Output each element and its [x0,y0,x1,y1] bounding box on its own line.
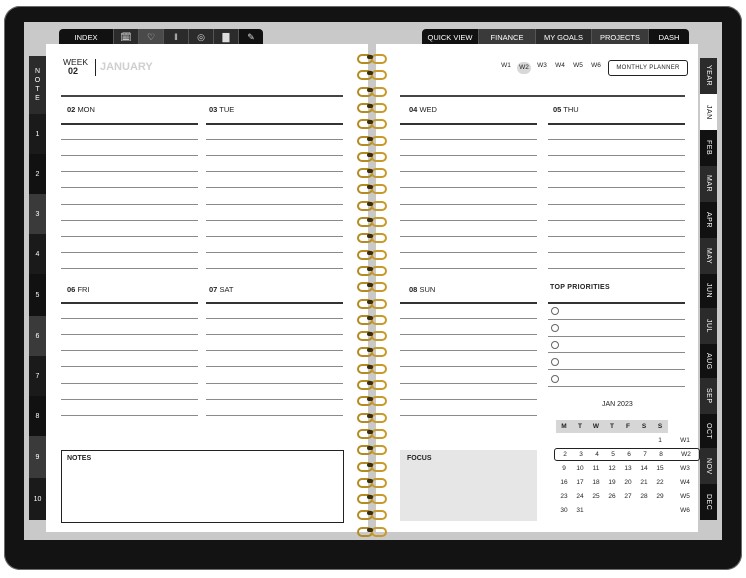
tab-number: 7 [35,372,40,380]
tab-mar[interactable] [700,166,717,202]
mini-calendar-title: JAN 2023 [602,401,633,408]
calendar-day[interactable]: 2 [563,451,567,458]
priority-line [548,386,685,387]
spiral-ring [357,86,387,94]
week-links [497,62,605,74]
spiral-ring [357,493,387,501]
spiral-ring [357,379,387,387]
calendar-day[interactable]: 6 [627,451,631,458]
wed-line [400,236,537,237]
calendar-day[interactable]: 18 [592,479,600,486]
spiral-ring [357,69,387,77]
wed-line [400,252,537,253]
calendar-day[interactable]: 15 [656,465,664,472]
tab-projects[interactable]: PROJECTS [591,29,648,45]
thu-line [548,268,685,269]
spiral-ring [357,298,387,306]
calendar-day[interactable]: 23 [560,493,568,500]
mon-line [61,220,198,221]
tab-my-goals[interactable]: MY GOALS [535,29,591,45]
sat-line [206,318,343,319]
calendar-day[interactable]: 5 [611,451,615,458]
tue-line [206,155,343,156]
wed-line [400,123,537,125]
tab-number: 1 [35,130,40,138]
wed-line [400,268,537,269]
priority-line [548,369,685,370]
calendar-day[interactable]: 3 [579,451,583,458]
tue-line [206,204,343,205]
calendar-week-link[interactable]: W6 [680,507,690,514]
tue-line [206,171,343,172]
calendar-day[interactable]: 9 [562,465,566,472]
focus-title: FOCUS [407,455,432,462]
tab-year[interactable] [700,58,717,94]
calendar-day[interactable]: 26 [608,493,616,500]
top-priorities-title: TOP PRIORITIES [550,284,610,291]
mini-calendar-row[interactable] [554,434,700,447]
spiral-ring [357,461,387,469]
fri-line [61,302,198,304]
dumbbell-icon[interactable]: ‖ [163,29,188,45]
tue-line [206,236,343,237]
calendar-day[interactable]: 16 [560,479,568,486]
fri-line [61,334,198,335]
spiral-ring [357,477,387,485]
tab-note-4[interactable] [29,234,46,274]
spiral-ring [357,53,387,61]
weekday-header: M [561,423,567,430]
calendar-day[interactable]: 29 [656,493,664,500]
focus-box[interactable] [400,450,537,521]
calendar-week-link[interactable]: W3 [680,465,690,472]
spiral-ring [357,102,387,110]
week-link-w1[interactable]: W1 [501,62,511,69]
tab-number: 6 [35,332,40,340]
spiral-ring [357,281,387,289]
calendar-day[interactable]: 25 [592,493,600,500]
sun-line [400,334,537,335]
spiral-ring [357,346,387,354]
sun-line [400,415,537,416]
sun-line [400,366,537,367]
tab-label: YEAR [705,65,712,87]
sat-line [206,415,343,416]
tue-line [206,123,343,125]
calendar-day[interactable]: 13 [624,465,632,472]
tab-dash[interactable]: DASH [648,29,689,45]
calendar-day[interactable]: 8 [659,451,663,458]
thu-line [548,139,685,140]
spiral-ring [357,151,387,159]
tab-number: 3 [35,210,40,218]
calendar-day[interactable]: 28 [640,493,648,500]
day-header-sat: 07 SAT [209,285,234,294]
calendar-day[interactable]: 24 [576,493,584,500]
calendar-day[interactable]: 22 [656,479,664,486]
week-link-w6[interactable]: W6 [591,62,601,69]
wed-line [400,155,537,156]
top-left-tab-bar [59,29,263,45]
mon-line [61,187,198,188]
thu-line [548,171,685,172]
spiral-ring [357,216,387,224]
tab-label: JAN [705,104,712,120]
mon-line [61,123,198,125]
mon-line [61,268,198,269]
tab-number: 10 [33,495,42,503]
fri-line [61,415,198,416]
mini-calendar-row[interactable] [554,462,700,475]
week-link-w3[interactable]: W3 [537,62,547,69]
day-header-sun: 08 SUN [409,285,436,294]
spiral-ring [357,232,387,240]
week-link-w4[interactable]: W4 [555,62,565,69]
spiral-ring [357,265,387,273]
tab-may[interactable] [700,238,717,274]
thu-line [548,252,685,253]
tab-label: NOV [705,457,712,475]
priority-checkbox[interactable] [551,307,559,315]
sun-line [400,318,537,319]
notes-box[interactable] [61,450,344,523]
priority-checkbox[interactable] [551,358,559,366]
monthly-planner-button[interactable]: MONTHLY PLANNER [608,60,688,76]
tab-label: DEC [705,493,712,511]
tab-jun[interactable] [700,274,717,308]
tab-number: 2 [35,170,40,178]
mini-calendar-row[interactable] [554,504,700,517]
mini-calendar-header [556,420,668,433]
mon-line [61,252,198,253]
tab-label: APR [705,212,712,228]
weekday-header: W [592,423,600,430]
week-label: WEEK [63,57,89,67]
day-header-wed: 04 WED [409,105,437,114]
calendar-week-link[interactable]: W1 [680,437,690,444]
spiral-ring [357,330,387,338]
calendar-day[interactable]: 4 [595,451,599,458]
tab-number: 8 [35,412,40,420]
note-label: N O T E [34,68,41,102]
mon-line [61,171,198,172]
priority-checkbox[interactable] [551,341,559,349]
priority-line [548,336,685,337]
tab-number: 5 [35,291,40,299]
fri-line [61,318,198,319]
priority-checkbox[interactable] [551,375,559,383]
spiral-ring [357,118,387,126]
tab-note-2[interactable] [29,154,46,194]
day-header-fri: 06 FRI [67,285,90,294]
calendar-day[interactable]: 10 [576,465,584,472]
header-divider [95,59,96,76]
notes-title: NOTES [67,455,92,462]
calendar-day[interactable]: 1 [658,437,662,444]
wed-line [400,139,537,140]
tue-line [206,187,343,188]
tab-label: MAR [705,175,712,193]
mini-calendar-row-current[interactable] [554,448,700,461]
top-right-tab-bar [422,29,689,45]
calendar-day[interactable]: 17 [576,479,584,486]
piggy-bank-icon[interactable]: ◎ [188,29,213,45]
day-header-tue: 03 TUE [209,105,235,114]
sat-line [206,334,343,335]
tue-line [206,220,343,221]
thu-line [548,236,685,237]
priority-line [548,352,685,353]
weekday-header: T [578,423,582,430]
tab-note-6[interactable] [29,316,46,356]
spiral-ring [357,509,387,517]
calendar-day[interactable]: 20 [624,479,632,486]
tab-note-7[interactable] [29,356,46,396]
tab-label: OCT [705,422,712,440]
header-rule-left [61,95,343,97]
sun-line [400,302,537,304]
mon-line [61,204,198,205]
header-rule-right [400,95,685,97]
priority-line [548,302,685,304]
calendar-day[interactable]: 27 [624,493,632,500]
tue-line [206,268,343,269]
calendar-week-link[interactable]: W5 [680,493,690,500]
spiral-ring [357,249,387,257]
spiral-ring [357,363,387,371]
tab-label: MAY [705,247,712,265]
chart-icon[interactable]: ▇ [213,29,238,45]
tab-note-8[interactable] [29,396,46,436]
sun-line [400,350,537,351]
weekday-header: T [610,423,614,430]
tab-note-5[interactable] [29,274,46,316]
tab-label: FEB [705,140,712,156]
spiral-ring [357,135,387,143]
spiral-ring [357,412,387,420]
day-header-thu: 05 THU [553,105,579,114]
tab-note-9[interactable] [29,436,46,478]
calendar-day[interactable]: 7 [643,451,647,458]
spiral-ring [357,444,387,452]
sun-line [400,383,537,384]
tab-sep[interactable] [700,378,717,414]
wed-line [400,187,537,188]
fri-line [61,366,198,367]
spiral-ring [357,314,387,322]
sun-line [400,399,537,400]
spiral-ring [357,167,387,175]
spiral-ring [357,526,387,534]
tab-feb[interactable] [700,130,717,166]
tab-jan[interactable] [700,94,717,130]
sat-line [206,383,343,384]
index-tab[interactable]: INDEX [59,29,113,45]
calendar-day[interactable]: 19 [608,479,616,486]
tab-label: SEP [705,388,712,404]
tab-note-1[interactable] [29,114,46,154]
week-link-w2[interactable]: W2 [517,62,531,74]
tab-finance[interactable]: FINANCE [478,29,535,45]
mon-line [61,139,198,140]
tab-aug[interactable] [700,344,717,378]
week-link-w5[interactable]: W5 [573,62,583,69]
tue-line [206,252,343,253]
fri-line [61,399,198,400]
weekday-header: F [626,423,630,430]
tab-label: JUL [705,319,712,333]
calendar-icon[interactable]: 🗓 [113,29,138,45]
tue-line [206,139,343,140]
month-title: JANUARY [100,61,153,73]
tab-quick-view[interactable]: QUICK VIEW [422,29,478,45]
tab-label: JUN [705,283,712,299]
tab-jul[interactable] [700,308,717,344]
calendar-day[interactable]: 21 [640,479,648,486]
notepad-icon[interactable]: ✎ [238,29,263,45]
spiral-ring [357,428,387,436]
spiral-ring [357,395,387,403]
weekday-header: S [641,423,647,430]
thu-line [548,204,685,205]
calendar-day[interactable]: 30 [560,507,568,514]
spiral-ring [357,183,387,191]
tab-number: 9 [35,453,40,461]
thu-line [548,123,685,125]
thu-line [548,155,685,156]
day-header-mon: 02 MON [67,105,95,114]
mon-line [61,155,198,156]
wed-line [400,171,537,172]
fri-line [61,350,198,351]
calendar-day[interactable]: 14 [640,465,648,472]
mini-calendar-row[interactable] [554,490,700,503]
priority-checkbox[interactable] [551,324,559,332]
wed-line [400,220,537,221]
spiral-ring [357,200,387,208]
tab-nov[interactable] [700,448,717,484]
tab-dec[interactable] [700,484,717,520]
calendar-week-link[interactable]: W4 [680,479,690,486]
sat-line [206,302,343,304]
mon-line [61,236,198,237]
tab-oct[interactable] [700,414,717,448]
calendar-day[interactable]: 12 [608,465,616,472]
sat-line [206,366,343,367]
thu-line [548,220,685,221]
weekday-header: S [657,423,663,430]
calendar-day[interactable]: 31 [576,507,584,514]
priority-line [548,319,685,320]
fri-line [61,383,198,384]
tab-apr[interactable] [700,202,717,238]
calendar-week-link[interactable]: W2 [681,451,691,458]
tab-note-3[interactable] [29,194,46,234]
tab-number: 4 [35,250,40,258]
tab-note[interactable] [29,56,46,114]
heart-icon[interactable]: ♡ [138,29,163,45]
mini-calendar-row[interactable] [554,476,700,489]
sat-line [206,350,343,351]
tab-label: AUG [705,352,712,370]
calendar-day[interactable]: 11 [592,465,600,472]
wed-line [400,204,537,205]
sat-line [206,399,343,400]
tab-note-10[interactable] [29,478,46,520]
week-number: 02 [68,66,79,76]
thu-line [548,187,685,188]
